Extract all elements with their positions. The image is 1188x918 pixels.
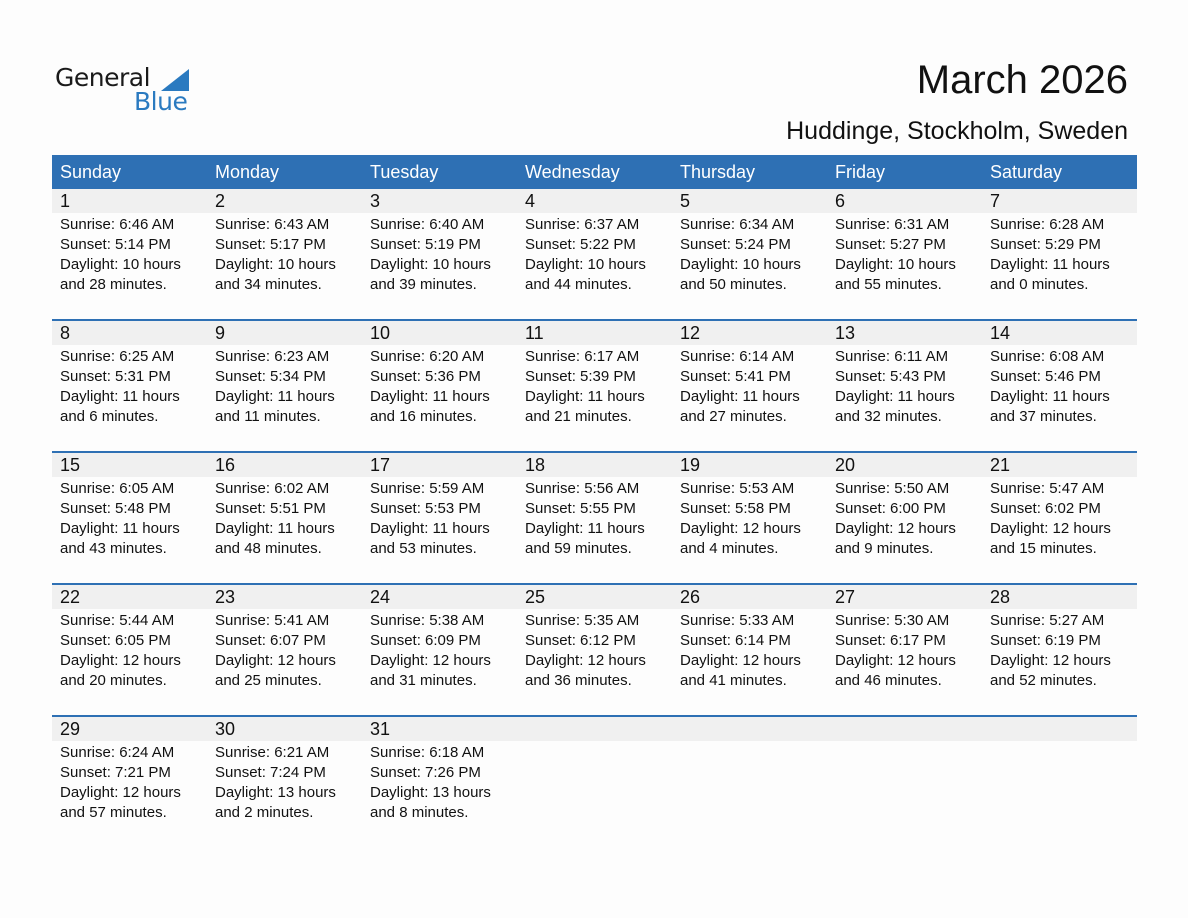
- sunrise-text: Sunrise: 6:40 AM: [370, 216, 485, 233]
- day-cell: [207, 741, 362, 823]
- sunrise-text: Sunrise: 5:44 AM: [60, 612, 175, 629]
- sunset-text: Sunset: 5:31 PM: [60, 368, 171, 385]
- day-number: 18: [525, 455, 546, 475]
- daylight-text: Daylight: 11 hours: [525, 388, 645, 405]
- day-cell: [362, 213, 517, 295]
- day-cell: [52, 609, 207, 691]
- week-body: [52, 213, 1137, 295]
- day-number: 14: [990, 323, 1011, 343]
- day-number: 4: [525, 191, 536, 211]
- sunrise-text: Sunrise: 5:30 AM: [835, 612, 950, 629]
- daylight-text: and 4 minutes.: [680, 540, 779, 557]
- logo: [55, 63, 195, 118]
- day-number: 1: [60, 191, 71, 211]
- sunset-text: Sunset: 5:39 PM: [525, 368, 636, 385]
- day-number: [982, 717, 1137, 741]
- weekday-sunday: Sunday: [60, 162, 122, 182]
- daylight-text: and 2 minutes.: [215, 804, 314, 821]
- daylight-text: Daylight: 11 hours: [370, 520, 490, 537]
- day-cell: [517, 609, 672, 691]
- sunrise-text: Sunrise: 6:23 AM: [215, 348, 330, 365]
- day-cell: [517, 741, 672, 823]
- day-number: 25: [525, 587, 546, 607]
- day-number: 12: [680, 323, 701, 343]
- daylight-text: and 50 minutes.: [680, 276, 787, 293]
- day-cell: [207, 213, 362, 295]
- day-cell: [517, 213, 672, 295]
- daylight-text: and 39 minutes.: [370, 276, 477, 293]
- sunset-text: Sunset: 5:43 PM: [835, 368, 946, 385]
- sunrise-text: Sunrise: 6:31 AM: [835, 216, 950, 233]
- weekday-monday: Monday: [215, 162, 280, 182]
- day-number: 7: [990, 191, 1001, 211]
- daylight-text: and 8 minutes.: [370, 804, 469, 821]
- sunset-text: Sunset: 5:22 PM: [525, 236, 636, 253]
- daylight-text: Daylight: 13 hours: [370, 784, 491, 801]
- weekday-wednesday: Wednesday: [525, 162, 620, 182]
- daylight-text: Daylight: 10 hours: [525, 256, 646, 273]
- sunset-text: Sunset: 6:17 PM: [835, 632, 946, 649]
- weekday-tuesday: Tuesday: [370, 162, 439, 182]
- daylight-text: and 27 minutes.: [680, 408, 787, 425]
- day-number: 10: [370, 323, 391, 343]
- daylight-text: Daylight: 12 hours: [215, 652, 336, 669]
- sunrise-text: Sunrise: 6:20 AM: [370, 348, 485, 365]
- day-cell: [827, 477, 982, 559]
- day-number: 22: [60, 587, 81, 607]
- daylight-text: and 31 minutes.: [370, 672, 477, 689]
- day-number: 27: [835, 587, 856, 607]
- daylight-text: Daylight: 10 hours: [835, 256, 956, 273]
- day-number: 11: [525, 323, 544, 343]
- day-cell: [362, 741, 517, 823]
- daylight-text: and 44 minutes.: [525, 276, 632, 293]
- daylight-text: and 28 minutes.: [60, 276, 167, 293]
- week-row: [52, 451, 1137, 559]
- daylight-text: and 59 minutes.: [525, 540, 632, 557]
- sunrise-text: Sunrise: 6:25 AM: [60, 348, 175, 365]
- day-number: 15: [60, 455, 81, 475]
- day-cell: [52, 741, 207, 823]
- daylight-text: and 48 minutes.: [215, 540, 322, 557]
- date-band: [52, 189, 1137, 213]
- sunrise-text: Sunrise: 5:53 AM: [680, 480, 795, 497]
- day-cell: [207, 345, 362, 427]
- date-band: [52, 717, 1137, 741]
- day-cell: [52, 213, 207, 295]
- day-number: 16: [215, 455, 236, 475]
- daylight-text: and 53 minutes.: [370, 540, 477, 557]
- daylight-text: and 46 minutes.: [835, 672, 942, 689]
- logo-text-general: General: [55, 63, 151, 92]
- sunrise-text: Sunrise: 6:21 AM: [215, 744, 330, 761]
- day-cell: [362, 345, 517, 427]
- sunset-text: Sunset: 6:02 PM: [990, 500, 1101, 517]
- day-cell: [672, 213, 827, 295]
- date-band: [52, 585, 1137, 609]
- daylight-text: and 57 minutes.: [60, 804, 167, 821]
- daylight-text: Daylight: 11 hours: [60, 520, 180, 537]
- sunset-text: Sunset: 7:24 PM: [215, 764, 326, 781]
- sunrise-text: Sunrise: 5:38 AM: [370, 612, 485, 629]
- daylight-text: Daylight: 12 hours: [370, 652, 491, 669]
- weekday-header-row: [52, 155, 1137, 189]
- daylight-text: Daylight: 12 hours: [680, 520, 801, 537]
- sunrise-text: Sunrise: 6:17 AM: [525, 348, 640, 365]
- sunset-text: Sunset: 5:48 PM: [60, 500, 171, 517]
- day-cell: [517, 477, 672, 559]
- daylight-text: Daylight: 10 hours: [60, 256, 181, 273]
- daylight-text: Daylight: 12 hours: [835, 520, 956, 537]
- sunrise-text: Sunrise: 5:27 AM: [990, 612, 1105, 629]
- daylight-text: Daylight: 10 hours: [680, 256, 801, 273]
- day-number: 20: [835, 455, 856, 475]
- day-cell: [207, 609, 362, 691]
- day-number: 30: [215, 719, 236, 739]
- weeks-container: [52, 189, 1137, 823]
- daylight-text: and 41 minutes.: [680, 672, 787, 689]
- sunrise-text: Sunrise: 6:43 AM: [215, 216, 330, 233]
- week-body: [52, 477, 1137, 559]
- week-body: [52, 345, 1137, 427]
- daylight-text: and 36 minutes.: [525, 672, 632, 689]
- daylight-text: Daylight: 11 hours: [990, 388, 1110, 405]
- sunset-text: Sunset: 5:51 PM: [215, 500, 326, 517]
- daylight-text: Daylight: 11 hours: [835, 388, 955, 405]
- daylight-text: and 9 minutes.: [835, 540, 934, 557]
- weekday-saturday: Saturday: [990, 162, 1063, 182]
- day-number: [827, 717, 982, 741]
- sunrise-text: Sunrise: 6:34 AM: [680, 216, 795, 233]
- daylight-text: Daylight: 12 hours: [525, 652, 646, 669]
- daylight-text: and 52 minutes.: [990, 672, 1097, 689]
- sunset-text: Sunset: 5:24 PM: [680, 236, 791, 253]
- day-cell: [982, 345, 1137, 427]
- daylight-text: Daylight: 12 hours: [990, 652, 1111, 669]
- sunset-text: Sunset: 7:21 PM: [60, 764, 171, 781]
- daylight-text: and 21 minutes.: [525, 408, 632, 425]
- sunset-text: Sunset: 5:55 PM: [525, 500, 636, 517]
- day-number: [517, 717, 672, 741]
- daylight-text: Daylight: 10 hours: [215, 256, 336, 273]
- week-body: [52, 609, 1137, 691]
- day-cell: [362, 609, 517, 691]
- day-cell: [52, 477, 207, 559]
- sunset-text: Sunset: 5:34 PM: [215, 368, 326, 385]
- day-cell: [982, 213, 1137, 295]
- sunset-text: Sunset: 5:17 PM: [215, 236, 326, 253]
- week-row: [52, 715, 1137, 823]
- sunset-text: Sunset: 5:19 PM: [370, 236, 481, 253]
- week-row: [52, 189, 1137, 295]
- day-number: 5: [680, 191, 691, 211]
- daylight-text: Daylight: 11 hours: [525, 520, 645, 537]
- daylight-text: Daylight: 11 hours: [60, 388, 180, 405]
- daylight-text: Daylight: 12 hours: [60, 652, 181, 669]
- page-title: March 2026: [916, 58, 1128, 102]
- sunrise-text: Sunrise: 5:56 AM: [525, 480, 640, 497]
- sunset-text: Sunset: 6:14 PM: [680, 632, 791, 649]
- day-cell: [52, 345, 207, 427]
- sunset-text: Sunset: 6:05 PM: [60, 632, 171, 649]
- sunset-text: Sunset: 5:41 PM: [680, 368, 791, 385]
- sunset-text: Sunset: 5:53 PM: [370, 500, 481, 517]
- sunrise-text: Sunrise: 6:24 AM: [60, 744, 175, 761]
- sunset-text: Sunset: 5:29 PM: [990, 236, 1101, 253]
- sunset-text: Sunset: 6:12 PM: [525, 632, 636, 649]
- day-cell: [207, 477, 362, 559]
- sunrise-text: Sunrise: 6:14 AM: [680, 348, 795, 365]
- daylight-text: Daylight: 11 hours: [215, 520, 335, 537]
- daylight-text: and 11 minutes.: [215, 408, 321, 425]
- sunset-text: Sunset: 6:00 PM: [835, 500, 946, 517]
- location-subtitle: Huddinge, Stockholm, Sweden: [786, 117, 1128, 145]
- day-number: 29: [60, 719, 81, 739]
- sunrise-text: Sunrise: 6:37 AM: [525, 216, 640, 233]
- daylight-text: Daylight: 10 hours: [370, 256, 491, 273]
- date-band: [52, 321, 1137, 345]
- daylight-text: and 20 minutes.: [60, 672, 167, 689]
- sunrise-text: Sunrise: 5:41 AM: [215, 612, 330, 629]
- sunset-text: Sunset: 5:27 PM: [835, 236, 946, 253]
- day-cell: [672, 609, 827, 691]
- day-number: 23: [215, 587, 236, 607]
- daylight-text: Daylight: 12 hours: [990, 520, 1111, 537]
- sunset-text: Sunset: 6:09 PM: [370, 632, 481, 649]
- sunset-text: Sunset: 5:58 PM: [680, 500, 791, 517]
- daylight-text: Daylight: 12 hours: [835, 652, 956, 669]
- day-number: 17: [370, 455, 391, 475]
- daylight-text: and 37 minutes.: [990, 408, 1097, 425]
- sunrise-text: Sunrise: 6:05 AM: [60, 480, 175, 497]
- day-number: 9: [215, 323, 226, 343]
- day-cell: [982, 477, 1137, 559]
- daylight-text: and 55 minutes.: [835, 276, 942, 293]
- day-number: [672, 717, 827, 741]
- day-cell: [827, 741, 982, 823]
- sunrise-text: Sunrise: 5:35 AM: [525, 612, 640, 629]
- day-cell: [672, 741, 827, 823]
- daylight-text: Daylight: 12 hours: [60, 784, 181, 801]
- day-cell: [982, 741, 1137, 823]
- daylight-text: Daylight: 11 hours: [680, 388, 800, 405]
- daylight-text: Daylight: 12 hours: [680, 652, 801, 669]
- week-row: [52, 319, 1137, 427]
- sunrise-text: Sunrise: 6:18 AM: [370, 744, 485, 761]
- day-number: 13: [835, 323, 856, 343]
- weekday-thursday: Thursday: [680, 162, 756, 182]
- day-cell: [982, 609, 1137, 691]
- date-band: [52, 453, 1137, 477]
- sunset-text: Sunset: 6:19 PM: [990, 632, 1101, 649]
- day-number: 24: [370, 587, 391, 607]
- week-row: [52, 583, 1137, 691]
- daylight-text: and 6 minutes.: [60, 408, 159, 425]
- sunrise-text: Sunrise: 5:50 AM: [835, 480, 950, 497]
- sunrise-text: Sunrise: 5:33 AM: [680, 612, 795, 629]
- daylight-text: and 43 minutes.: [60, 540, 167, 557]
- day-cell: [362, 477, 517, 559]
- daylight-text: Daylight: 11 hours: [990, 256, 1110, 273]
- daylight-text: Daylight: 11 hours: [215, 388, 335, 405]
- day-cell: [517, 345, 672, 427]
- sunrise-text: Sunrise: 6:08 AM: [990, 348, 1105, 365]
- daylight-text: and 32 minutes.: [835, 408, 942, 425]
- week-body: [52, 741, 1137, 823]
- daylight-text: Daylight: 13 hours: [215, 784, 336, 801]
- day-number: 19: [680, 455, 701, 475]
- sunrise-text: Sunrise: 5:59 AM: [370, 480, 485, 497]
- day-number: 2: [215, 191, 226, 211]
- day-number: 6: [835, 191, 846, 211]
- sunset-text: Sunset: 6:07 PM: [215, 632, 326, 649]
- daylight-text: and 34 minutes.: [215, 276, 322, 293]
- sunrise-text: Sunrise: 6:28 AM: [990, 216, 1105, 233]
- weekday-friday: Friday: [835, 162, 886, 182]
- sunset-text: Sunset: 5:14 PM: [60, 236, 171, 253]
- sunset-text: Sunset: 5:36 PM: [370, 368, 481, 385]
- daylight-text: and 25 minutes.: [215, 672, 322, 689]
- day-number: 26: [680, 587, 701, 607]
- daylight-text: and 16 minutes.: [370, 408, 477, 425]
- sunrise-text: Sunrise: 6:02 AM: [215, 480, 330, 497]
- sunset-text: Sunset: 5:46 PM: [990, 368, 1101, 385]
- day-number: 28: [990, 587, 1011, 607]
- day-cell: [827, 213, 982, 295]
- sunrise-text: Sunrise: 5:47 AM: [990, 480, 1105, 497]
- sunrise-text: Sunrise: 6:46 AM: [60, 216, 175, 233]
- daylight-text: Daylight: 11 hours: [370, 388, 490, 405]
- sunrise-text: Sunrise: 6:11 AM: [835, 348, 949, 365]
- daylight-text: and 15 minutes.: [990, 540, 1097, 557]
- day-cell: [827, 345, 982, 427]
- day-cell: [672, 477, 827, 559]
- day-cell: [827, 609, 982, 691]
- day-number: 21: [990, 455, 1011, 475]
- sunset-text: Sunset: 7:26 PM: [370, 764, 481, 781]
- day-number: 8: [60, 323, 71, 343]
- calendar-grid: [52, 155, 1137, 847]
- logo-text-blue: Blue: [134, 87, 188, 116]
- day-cell: [672, 345, 827, 427]
- day-number: 3: [370, 191, 381, 211]
- daylight-text: and 0 minutes.: [990, 276, 1089, 293]
- day-number: 31: [370, 719, 391, 739]
